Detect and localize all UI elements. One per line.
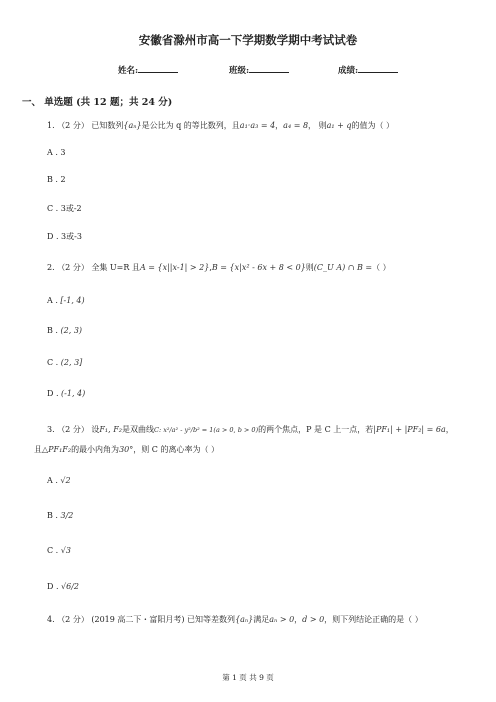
option-value: [-1, 4) bbox=[60, 296, 85, 305]
option-value: (2, 3) bbox=[60, 326, 83, 335]
formula: d > 0 bbox=[302, 615, 325, 624]
name-blank bbox=[138, 64, 178, 73]
question-points: （2 分） bbox=[57, 425, 89, 434]
formula: △PF₁F₂ bbox=[42, 445, 72, 454]
question-3-line-2 bbox=[34, 444, 219, 455]
class-field bbox=[229, 64, 289, 76]
option-value: (2, 3] bbox=[60, 358, 83, 367]
formula: 30° bbox=[119, 445, 134, 454]
option-b bbox=[47, 326, 82, 335]
name-field bbox=[118, 64, 178, 76]
option-label: D . bbox=[47, 582, 59, 591]
formula: {aₙ} bbox=[235, 615, 254, 624]
option-d bbox=[47, 231, 82, 242]
option-value: 3或-2 bbox=[60, 204, 82, 213]
question-text: ，则下列结论正确的是（ ） bbox=[324, 615, 423, 624]
question-4 bbox=[47, 614, 423, 625]
option-label: B . bbox=[47, 326, 58, 335]
question-text: ， bbox=[445, 425, 454, 434]
question-text: 则 bbox=[305, 263, 314, 272]
question-text: ， bbox=[275, 121, 284, 130]
question-text: 的最小内角为 bbox=[71, 445, 120, 454]
option-value: 2 bbox=[60, 175, 66, 184]
formula: a₁·a₃ = 4 bbox=[239, 121, 276, 130]
option-value: 3或-3 bbox=[61, 232, 82, 241]
question-number: 4. bbox=[47, 615, 55, 624]
question-3 bbox=[47, 424, 454, 435]
class-label: 班级: bbox=[229, 66, 250, 76]
formula: {aₙ} bbox=[123, 121, 142, 130]
option-d bbox=[47, 582, 79, 591]
question-number: 1. bbox=[47, 121, 55, 130]
question-text: 满足 bbox=[253, 615, 270, 624]
option-c bbox=[47, 203, 82, 214]
question-text: , bbox=[209, 263, 212, 272]
option-c bbox=[47, 358, 82, 367]
question-points: （2 分） bbox=[57, 263, 89, 272]
option-value: (-1, 4) bbox=[61, 389, 86, 398]
formula: aₙ > 0 bbox=[269, 615, 295, 624]
score-label: 成绩: bbox=[338, 66, 359, 76]
question-text: 设 bbox=[91, 425, 100, 434]
option-a bbox=[47, 296, 85, 305]
option-label: A . bbox=[47, 148, 58, 157]
option-label: C . bbox=[47, 546, 59, 555]
option-b bbox=[47, 175, 66, 184]
score-field bbox=[338, 64, 398, 76]
option-value: √6/2 bbox=[61, 582, 80, 591]
formula: a₄ = 8 bbox=[283, 121, 309, 130]
option-c bbox=[47, 546, 71, 555]
question-text: 全集 U=R 且 bbox=[91, 263, 140, 272]
formula: (C_U A) ∩ B = bbox=[313, 263, 373, 272]
formula: a₁ + q bbox=[326, 121, 352, 130]
formula: A = {x||x-1| > 2} bbox=[139, 263, 210, 272]
score-blank bbox=[358, 64, 398, 73]
option-label: B . bbox=[47, 511, 58, 520]
option-label: D . bbox=[47, 232, 59, 241]
question-points: （2 分） bbox=[57, 615, 89, 624]
class-blank bbox=[249, 64, 289, 73]
option-a bbox=[47, 476, 71, 485]
option-value: √3 bbox=[60, 546, 71, 555]
option-label: C . bbox=[47, 358, 59, 367]
question-points: （2 分） bbox=[57, 121, 89, 130]
page-title: 安徽省滁州市高一下学期数学期中考试试卷 bbox=[138, 33, 358, 47]
question-text: 已知数列 bbox=[91, 121, 124, 130]
question-number: 2. bbox=[47, 263, 55, 272]
question-text: ， bbox=[294, 615, 303, 624]
question-1 bbox=[47, 120, 394, 131]
question-text: 是双曲线 bbox=[121, 425, 154, 434]
page-footer: 第 1 页 共 9 页 bbox=[222, 673, 274, 682]
option-label: C . bbox=[47, 204, 59, 213]
question-text: （ ） bbox=[372, 263, 391, 272]
formula: F₁, F₂ bbox=[99, 425, 122, 434]
option-d bbox=[47, 389, 85, 398]
option-label: A . bbox=[47, 476, 58, 485]
option-label: D . bbox=[47, 389, 59, 398]
option-a bbox=[47, 148, 66, 157]
question-2 bbox=[47, 262, 391, 273]
question-text: 的值为（ ） bbox=[351, 121, 395, 130]
question-text: ， 则 bbox=[308, 121, 327, 130]
option-label: B . bbox=[47, 175, 58, 184]
option-value: 3 bbox=[60, 148, 66, 157]
option-label: A . bbox=[47, 296, 58, 305]
question-text: ，则 C 的离心率为（ ） bbox=[133, 445, 219, 454]
formula: C: x²/a² - y²/b² = 1(a > 0, b > 0) bbox=[153, 426, 259, 434]
question-text: 且 bbox=[34, 445, 42, 454]
question-text: 是公比为 q 的等比数列，且 bbox=[141, 121, 240, 130]
option-value: 3/2 bbox=[60, 511, 74, 520]
question-text: (2019 高二下・富阳月考) 已知等差数列 bbox=[91, 615, 236, 624]
question-number: 3. bbox=[47, 425, 55, 434]
question-text: 的两个焦点，P 是 C 上一点，若 bbox=[258, 425, 374, 434]
option-b bbox=[47, 511, 73, 520]
formula: B = {x|x² - 6x + 8 < 0} bbox=[211, 263, 306, 272]
section-title: 一、 单选题 (共 12 题；共 24 分) bbox=[22, 97, 173, 108]
option-value: √2 bbox=[60, 476, 71, 485]
formula: |PF₁| + |PF₂| = 6a bbox=[373, 425, 446, 434]
name-label: 姓名: bbox=[118, 66, 139, 76]
